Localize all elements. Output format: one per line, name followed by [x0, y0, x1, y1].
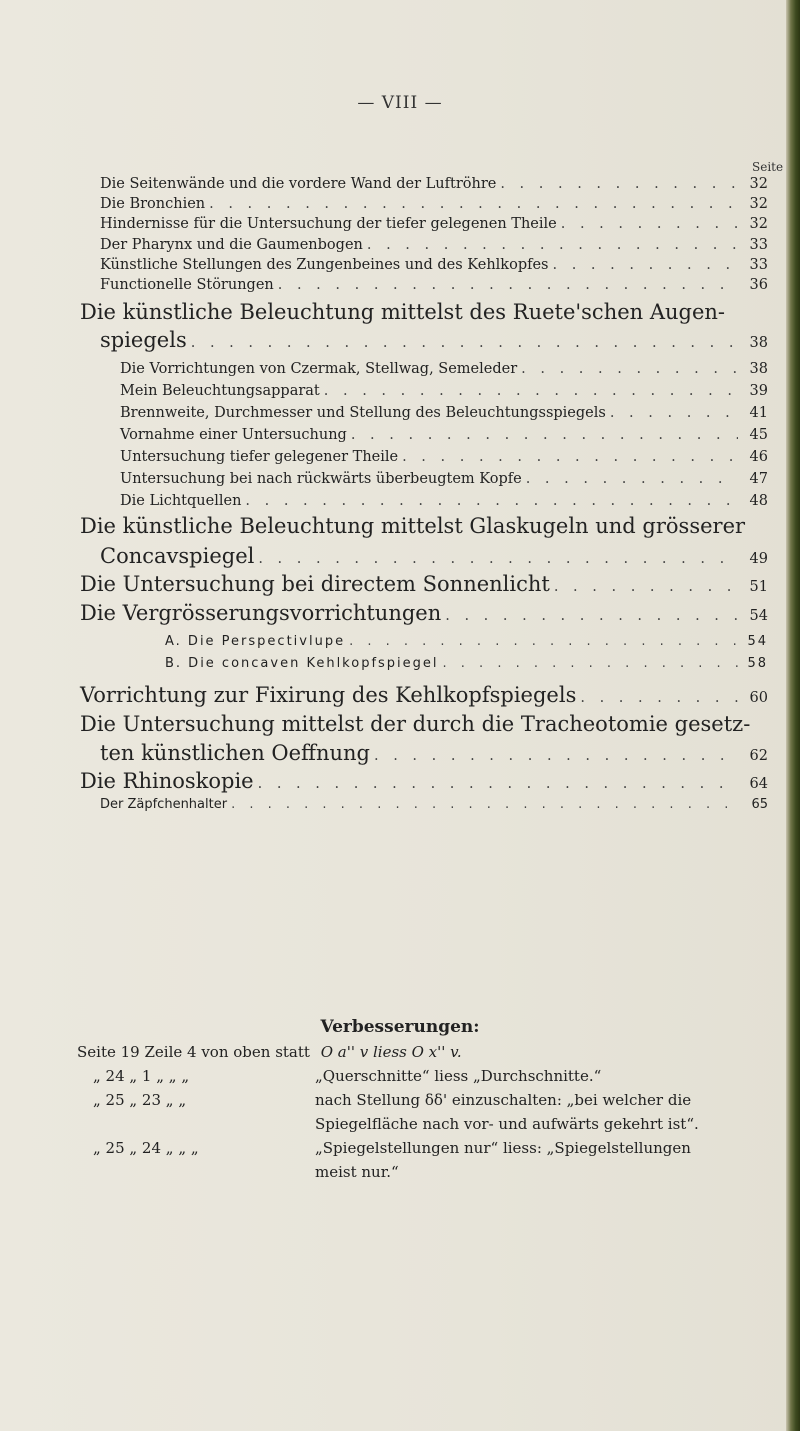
toc-entry-title: Die Rhinoskopie — [80, 769, 254, 793]
toc-entry-page: 32 — [749, 196, 768, 212]
seite-label: Seite — [752, 160, 784, 174]
toc-entry-page: 38 — [749, 361, 768, 377]
correction-text: nach Stellung δδ' einzuschalten: „bei welcher die — [315, 1091, 692, 1109]
page-number: — VIII — — [357, 93, 443, 113]
toc-entry — [80, 572, 768, 596]
toc-entry-title: Die Vergrösserungsvorrichtungen — [80, 601, 442, 625]
toc-entry-page: 65 — [751, 797, 768, 812]
toc-entry — [100, 257, 768, 273]
toc-entry-title: ten künstlichen Oeffnung — [100, 741, 370, 765]
toc-entry — [80, 769, 768, 793]
toc-entry-title: Die Untersuchung bei directem Sonnenlicht — [80, 572, 550, 596]
toc-entry-title: A. Die Perspectivlupe — [165, 634, 346, 649]
toc-entry — [100, 741, 768, 765]
toc-entry-title: Künstliche Stellungen des Zungenbeines und des Kehlkopfes — [100, 257, 549, 273]
correction-row — [93, 1067, 602, 1085]
toc-entry — [80, 601, 768, 625]
toc-entry — [80, 683, 768, 707]
correction-text: O a'' v liess O x'' v. — [320, 1043, 462, 1061]
correction-ref: „ 24 „ 1 „ „ „ — [93, 1067, 190, 1085]
toc-entry-page: 36 — [749, 277, 768, 293]
corrections-title: Verbesserungen: — [320, 1017, 480, 1037]
toc-entry — [100, 176, 768, 192]
toc-entry — [165, 656, 768, 671]
toc-entry — [120, 361, 768, 377]
correction-row — [77, 1043, 462, 1061]
toc-entry-title: Functionelle Störungen — [100, 277, 274, 293]
toc-entry — [120, 471, 768, 487]
toc-entry — [100, 237, 768, 253]
toc-entry — [120, 427, 768, 443]
toc-entry — [120, 405, 768, 421]
correction-ref: „ 25 „ 23 „ „ — [93, 1091, 187, 1109]
toc-entry — [100, 797, 768, 812]
toc-heading: Die Untersuchung mittelst der durch die Tracheotomie gesetz- — [80, 712, 751, 736]
correction-continuation: Spiegelfläche nach vor- und aufwärts gekehrt ist“. — [315, 1115, 699, 1133]
toc-entry-page: 62 — [749, 748, 768, 764]
toc-entry-title: spiegels — [100, 328, 187, 352]
toc-entry-page: 33 — [749, 257, 768, 273]
toc-entry-page: 45 — [749, 427, 768, 443]
toc-entry-page: 64 — [749, 776, 768, 792]
toc-entry-page: 51 — [749, 579, 768, 595]
toc-entry-page: 32 — [749, 176, 768, 192]
toc-entry-title: Brennweite, Durchmesser und Stellung des Beleuchtungsspiegels — [120, 405, 606, 421]
toc-entry-title: Untersuchung tiefer gelegener Theile — [120, 449, 399, 465]
toc-entry — [120, 493, 768, 509]
toc-entry-title: Mein Beleuchtungsapparat — [120, 383, 320, 399]
toc-entry — [120, 383, 768, 399]
toc-entry-page: 58 — [747, 656, 768, 671]
toc-entry-title: B. Die concaven Kehlkopfspiegel — [165, 656, 439, 671]
toc-entry-title: Untersuchung bei nach rückwärts überbeugtem Kopfe — [120, 471, 522, 487]
toc-entry-page: 48 — [749, 493, 768, 509]
toc-entry-title: Der Zäpfchenhalter — [100, 797, 228, 812]
toc-entry-title: Concavspiegel — [100, 544, 255, 568]
toc-entry-title: Die Seitenwände und die vordere Wand der Luftröhre — [100, 176, 497, 192]
toc-entry — [165, 634, 768, 649]
correction-row — [93, 1139, 691, 1157]
toc-entry — [120, 449, 768, 465]
toc-entry-page: 32 — [749, 216, 768, 232]
correction-row — [93, 1091, 692, 1109]
toc-entry-title: Vornahme einer Untersuchung — [120, 427, 347, 443]
correction-ref: „ 25 „ 24 „ „ „ — [93, 1139, 199, 1157]
toc-entry-page: 46 — [749, 449, 768, 465]
toc-entry — [100, 328, 768, 352]
correction-text: „Spiegelstellungen nur“ liess: „Spiegelstellungen — [315, 1139, 691, 1157]
toc-entry-page: 33 — [749, 237, 768, 253]
toc-entry-title: Hindernisse für die Untersuchung der tiefer gelegenen Theile — [100, 216, 557, 232]
toc-entry-title: Die Lichtquellen — [120, 493, 242, 509]
toc-entry-page: 47 — [749, 471, 768, 487]
toc-entry — [100, 277, 768, 293]
toc-entry-title: Die Vorrichtungen von Czermak, Stellwag, Semeleder — [120, 361, 518, 377]
correction-ref: Seite 19 Zeile 4 von oben statt — [77, 1043, 310, 1061]
toc-entry-page: 54 — [747, 634, 768, 649]
toc-heading: Die künstliche Beleuchtung mittelst Glaskugeln und grösserer — [80, 514, 746, 538]
toc-entry-title: Der Pharynx und die Gaumenbogen — [100, 237, 363, 253]
page-edge — [786, 0, 800, 1431]
correction-text: „Querschnitte“ liess „Durchschnitte.“ — [315, 1067, 602, 1085]
toc-entry — [100, 216, 768, 232]
toc-entry-title: Die Bronchien — [100, 196, 206, 212]
toc-entry-page: 49 — [749, 551, 768, 567]
correction-continuation: meist nur.“ — [315, 1163, 399, 1181]
toc-entry-title: Vorrichtung zur Fixirung des Kehlkopfspiegels — [80, 683, 577, 707]
toc-entry-page: 54 — [749, 608, 768, 624]
toc-entry-page: 38 — [749, 335, 768, 351]
toc-entry-page: 41 — [749, 405, 768, 421]
toc-entry — [100, 196, 768, 212]
toc-entry — [100, 544, 768, 568]
toc-entry-page: 60 — [749, 690, 768, 706]
toc-entry-page: 39 — [749, 383, 768, 399]
toc-heading: Die künstliche Beleuchtung mittelst des Ruete'schen Augen- — [80, 300, 726, 324]
